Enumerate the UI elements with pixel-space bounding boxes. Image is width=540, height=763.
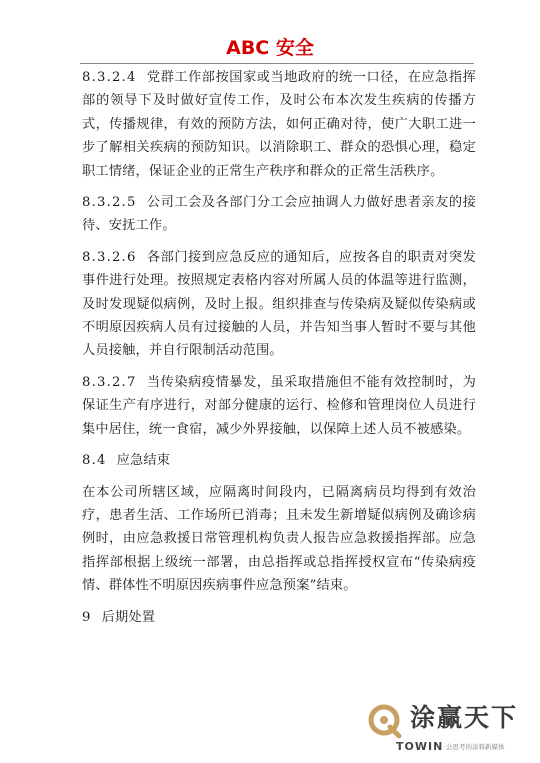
heading-number: 9	[82, 609, 92, 625]
document-body	[82, 66, 476, 637]
section-number: 8.3.2.7	[82, 374, 137, 390]
heading-8-4	[82, 449, 476, 472]
section-text: 各部门接到应急反应的通知后，应按各自的职责对突发事件进行处理。按照规定表格内容对所属人员的体温等进行监测，及时发现疑似病例，及时上报。组织排查与传染病及疑似传染病或不明原因疾病人员有过接触的人员，并告知当事人暂时不要与其他人员接触，并自行限制活动范围。	[82, 249, 476, 359]
section-text: 党群工作部按国家或当地政府的统一口径，在应急指挥部的领导下及时做好宣传工作，及时公布本次发生疾病的传播方式，传播规律，有效的预防方法，如何正确对待，使广大职工进一步了解相关疾病的预防知识。以消除职工、群众的恐惧心理，稳定职工情绪，保证企业的正常生产秩序和群众的正常生活秩序。	[82, 70, 476, 179]
section-text: 当传染病疫情暴发，虽采取措施但不能有效控制时，为保证生产有序进行，对部分健康的运行、检修和管理岗位人员进行集中居住，统一食宿，减少外界接触，以保障上述人员不被感染。	[82, 374, 476, 437]
section-text: 公司工会及各部门分工会应抽调人力做好患者亲友的接待、安抚工作。	[82, 195, 476, 234]
section-8-3-2-7	[82, 371, 476, 441]
paragraph-8-4: 在本公司所辖区域，应隔离时间段内，已隔离病员均得到有效治疗，患者生活、工作场所已消毒；且未发生新增疑似病例及确诊病例时，由应急救援日常管理机构负责人报告应急救援指挥部。应急指挥部根据上级统一部署，由总指挥或总指挥授权宣布“传染病疫情、群体性不明原因疾病事件应急预案”结束。	[82, 484, 476, 594]
towin-logo-icon	[366, 700, 406, 740]
section-8-3-2-6	[82, 246, 476, 363]
watermark	[366, 700, 536, 756]
section-number: 8.3.2.4	[82, 70, 137, 85]
heading-9	[82, 606, 476, 629]
watermark-brand: TOWIN	[396, 740, 444, 753]
section-8-3-2-5	[82, 191, 476, 238]
heading-title: 应急结束	[116, 453, 171, 469]
section-number: 8.3.2.6	[82, 249, 137, 265]
header-divider	[80, 63, 474, 64]
section-number: 8.3.2.5	[82, 195, 137, 211]
section-8-3-2-4	[82, 66, 476, 183]
heading-title: 后期处置	[101, 609, 156, 625]
watermark-title: 涂赢天下	[410, 703, 519, 732]
watermark-slogan: 会思考的涂料新媒体	[446, 743, 505, 751]
page-header-title: ABC 安全	[226, 37, 314, 59]
heading-number: 8.4	[82, 453, 107, 469]
